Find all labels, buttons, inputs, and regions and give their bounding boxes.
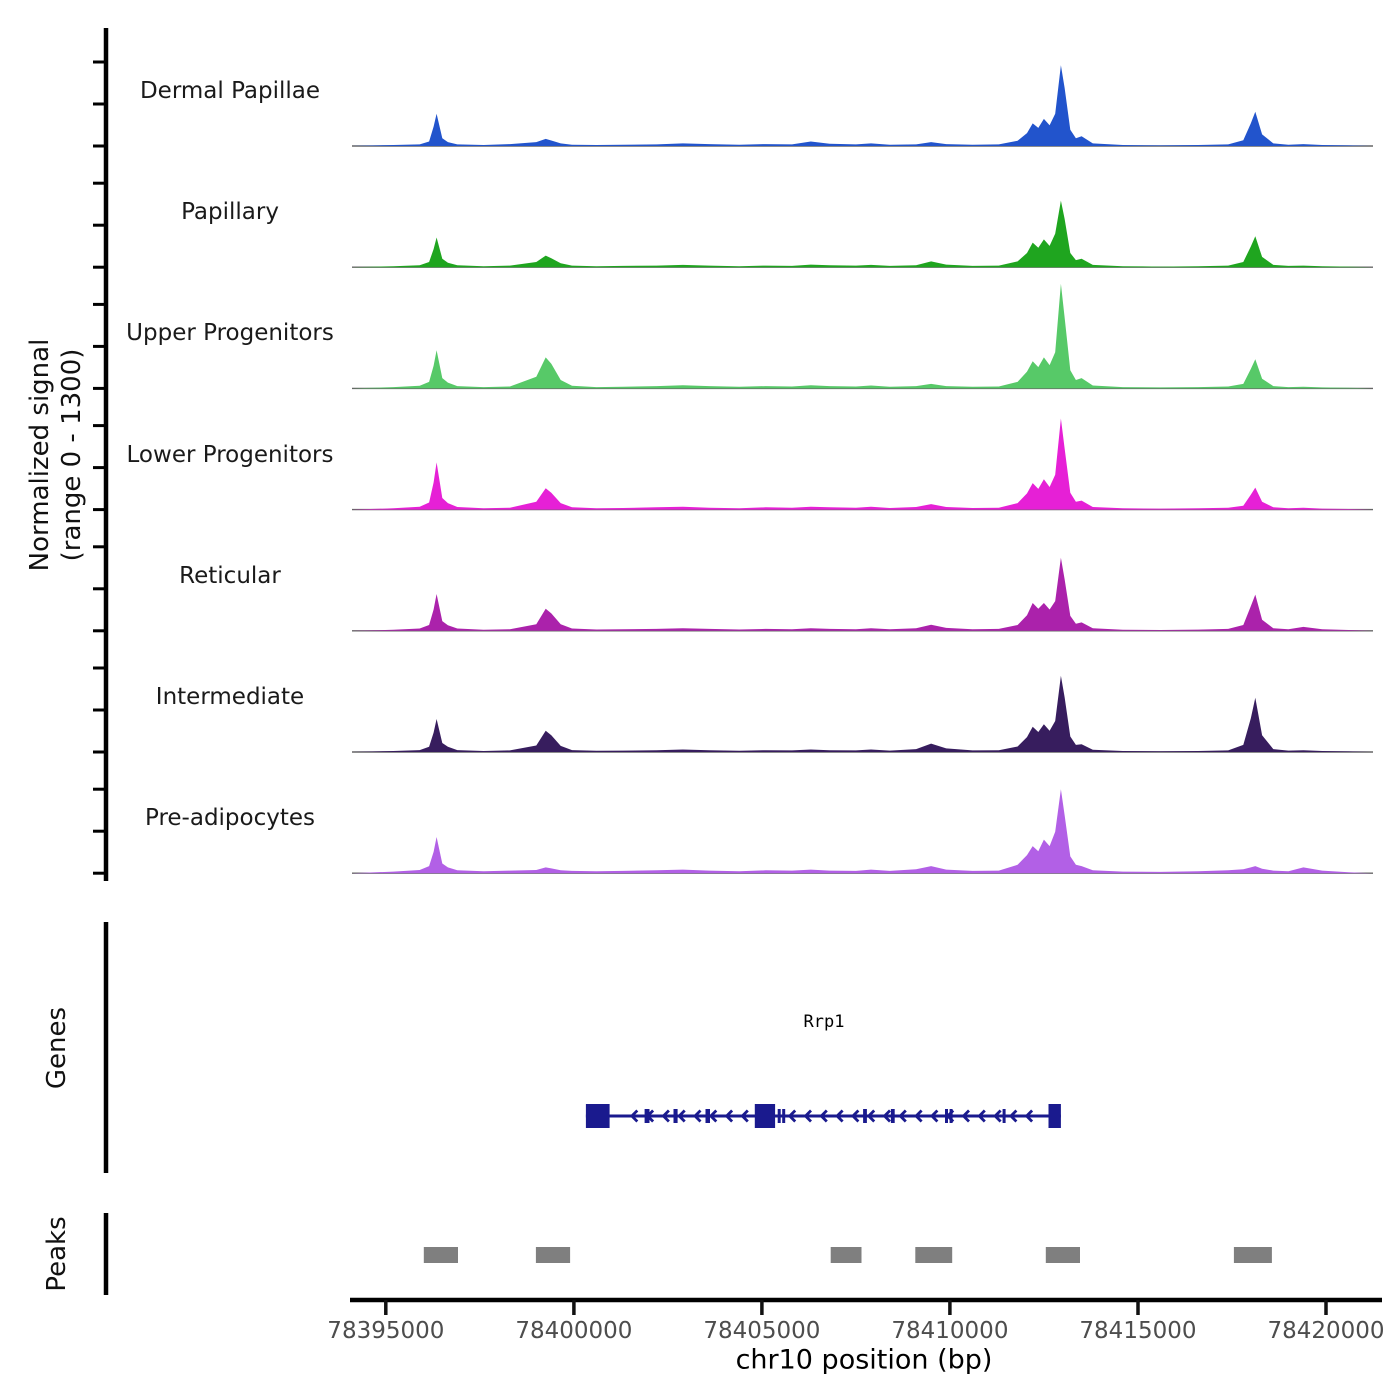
gene-exon xyxy=(1049,1104,1061,1128)
gene-exon xyxy=(891,1109,895,1123)
signal-area-pre-adipocytes xyxy=(352,789,1371,873)
gene-exon xyxy=(674,1109,678,1123)
signal-area-reticular xyxy=(352,558,1371,631)
peak-region xyxy=(1046,1247,1080,1263)
gene-exon xyxy=(645,1109,650,1123)
peak-region xyxy=(915,1247,952,1263)
gene-exon xyxy=(586,1104,610,1128)
gene-exon xyxy=(1003,1109,1006,1123)
x-tick-label-78395000: 78395000 xyxy=(327,1318,445,1344)
track-label-reticular: Reticular xyxy=(179,562,281,589)
track-label-lower-progenitors: Lower Progenitors xyxy=(126,441,334,468)
x-tick-label-78415000: 78415000 xyxy=(1079,1318,1197,1344)
x-tick-label-78420000: 78420000 xyxy=(1267,1318,1385,1344)
peak-region xyxy=(1234,1247,1272,1263)
gene-exon xyxy=(782,1109,785,1123)
signal-area-intermediate xyxy=(352,676,1371,752)
gene-exon xyxy=(950,1109,953,1123)
gene-name-label: Rrp1 xyxy=(803,1012,845,1032)
peak-region xyxy=(831,1247,862,1263)
gene-exon xyxy=(778,1109,781,1123)
peak-region xyxy=(536,1247,570,1263)
track-label-intermediate: Intermediate xyxy=(155,684,305,710)
track-label-pre-adipocytes: Pre-adipocytes xyxy=(144,805,316,832)
signal-area-papillary xyxy=(352,201,1371,268)
genes-section-label: Genes xyxy=(42,1006,72,1090)
track-label-papillary: Papillary xyxy=(181,199,279,226)
peak-region xyxy=(424,1247,458,1263)
y-axis-label xyxy=(24,339,88,572)
signal-area-lower-progenitors xyxy=(352,419,1371,510)
signal-area-upper-progenitors xyxy=(352,284,1371,389)
track-label-dermal-papillae: Dermal Papillae xyxy=(139,78,321,104)
gene-exon xyxy=(945,1109,948,1123)
signal-area-dermal-papillae xyxy=(352,65,1371,146)
gene-exon xyxy=(755,1104,775,1128)
gene-exon xyxy=(863,1109,867,1123)
y-axis-label-line1: Normalized signal xyxy=(25,338,55,572)
track-label-upper-progenitors: Upper Progenitors xyxy=(126,320,334,347)
gene-exon xyxy=(706,1109,711,1123)
x-tick-label-78405000: 78405000 xyxy=(703,1318,821,1344)
x-tick-label-78410000: 78410000 xyxy=(891,1318,1009,1344)
x-axis-title: chr10 position (bp) xyxy=(735,1344,993,1376)
x-tick-label-78400000: 78400000 xyxy=(515,1318,633,1344)
y-axis-label-line2: (range 0 - 1300) xyxy=(57,348,87,562)
peaks-section-label: Peaks xyxy=(42,1216,72,1292)
